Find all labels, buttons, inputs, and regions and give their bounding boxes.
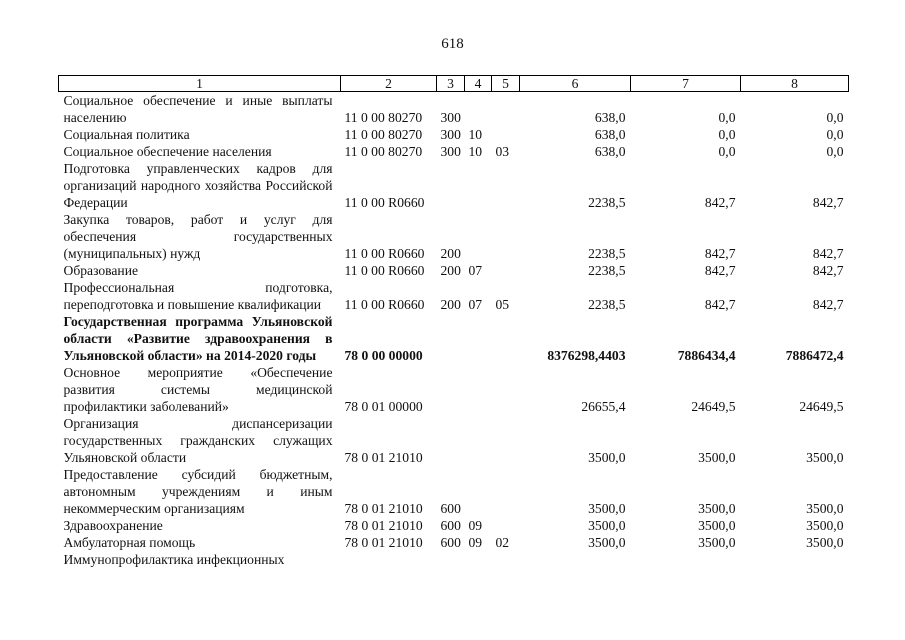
row-value-col8: 842,7 xyxy=(812,246,844,261)
row-subsection xyxy=(492,160,520,211)
row-subsection xyxy=(492,313,520,364)
row-name: Образование xyxy=(63,263,139,278)
table-row xyxy=(59,364,849,415)
row-value-col8: 842,7 xyxy=(812,195,844,210)
row-code: 11 0 00 R0660 xyxy=(344,297,425,312)
row-name: Подготовка управленческих кадров для организаций народного хозяйства Российской Федерации xyxy=(63,161,333,210)
row-name: Предоставление субсидий бюджетным, автономным учреждениям и иным некоммерческим организациям xyxy=(63,467,333,516)
row-code: 78 0 01 21010 xyxy=(344,518,423,533)
table-row xyxy=(59,211,849,262)
row-subsection xyxy=(492,211,520,262)
row-expense-type xyxy=(437,415,465,466)
row-section xyxy=(465,313,492,364)
row-subsection xyxy=(492,126,520,143)
row-value-col6: 26655,4 xyxy=(581,399,626,414)
header-cell: 6 xyxy=(520,76,631,92)
table-row xyxy=(59,126,849,143)
row-value-col6: 2238,5 xyxy=(588,246,626,261)
row-section xyxy=(465,160,492,211)
row-expense-type: 200 xyxy=(440,297,461,312)
row-code: 78 0 01 00000 xyxy=(344,399,423,414)
row-code: 11 0 00 R0660 xyxy=(344,246,425,261)
row-value-col8: 3500,0 xyxy=(806,518,844,533)
table-row xyxy=(59,534,849,551)
row-value-col7: 3500,0 xyxy=(698,518,736,533)
row-name: Государственная программа Ульяновской области «Развитие здравоохранения в Ульяновской области» на 2014-2020 годы xyxy=(63,314,333,363)
table-row xyxy=(59,92,849,127)
row-value-col8: 0,0 xyxy=(826,127,844,142)
row-name: Профессиональная подготовка, переподготовка и повышение квалификации xyxy=(63,280,333,312)
row-value-col8 xyxy=(741,551,849,568)
row-value-col8: 3500,0 xyxy=(806,450,844,465)
row-value-col7: 0,0 xyxy=(718,110,736,125)
header-cell: 5 xyxy=(492,76,520,92)
row-section xyxy=(465,551,492,568)
row-section xyxy=(465,92,492,127)
row-subsection xyxy=(492,466,520,517)
row-name: Социальное обеспечение населения xyxy=(63,144,272,159)
row-value-col6 xyxy=(520,551,631,568)
row-section: 07 xyxy=(468,297,483,312)
row-value-col7: 3500,0 xyxy=(698,501,736,516)
row-section: 09 xyxy=(468,535,483,550)
row-code: 11 0 00 80270 xyxy=(344,110,423,125)
row-subsection xyxy=(492,92,520,127)
row-value-col7: 24649,5 xyxy=(691,399,736,414)
row-name: Социальная политика xyxy=(63,127,190,142)
row-name: Здравоохранение xyxy=(63,518,163,533)
row-expense-type: 300 xyxy=(440,127,461,142)
table-row xyxy=(59,517,849,534)
row-expense-type: 300 xyxy=(440,110,461,125)
row-section xyxy=(465,364,492,415)
row-expense-type: 600 xyxy=(440,518,461,533)
table-row xyxy=(59,466,849,517)
row-value-col6: 2238,5 xyxy=(588,195,626,210)
row-name: Основное мероприятие «Обеспечение развития системы медицинской профилактики заболеваний» xyxy=(63,365,333,414)
header-cell: 7 xyxy=(631,76,741,92)
table-row xyxy=(59,551,849,568)
row-value-col6: 2238,5 xyxy=(588,263,626,278)
row-value-col8: 842,7 xyxy=(812,297,844,312)
row-subsection: 03 xyxy=(495,144,510,159)
row-code: 11 0 00 80270 xyxy=(344,127,423,142)
table-row xyxy=(59,160,849,211)
row-value-col6: 3500,0 xyxy=(588,518,626,533)
row-value-col6: 8376298,4403 xyxy=(547,348,626,363)
table-row xyxy=(59,415,849,466)
row-value-col7: 842,7 xyxy=(704,195,736,210)
row-value-col7: 842,7 xyxy=(704,263,736,278)
header-cell: 1 xyxy=(59,76,341,92)
row-expense-type: 600 xyxy=(440,535,461,550)
header-row xyxy=(59,76,849,92)
row-expense-type xyxy=(437,160,465,211)
row-value-col7: 0,0 xyxy=(718,144,736,159)
row-section: 09 xyxy=(468,518,483,533)
row-value-col7 xyxy=(631,551,741,568)
row-subsection xyxy=(492,262,520,279)
row-value-col8: 3500,0 xyxy=(806,501,844,516)
header-cell: 8 xyxy=(741,76,849,92)
header-cell: 2 xyxy=(341,76,437,92)
row-value-col7: 3500,0 xyxy=(698,450,736,465)
row-expense-type: 200 xyxy=(440,263,461,278)
row-value-col6: 638,0 xyxy=(594,127,626,142)
row-code: 11 0 00 80270 xyxy=(344,144,423,159)
page-number: 618 xyxy=(441,36,464,52)
row-value-col8: 0,0 xyxy=(826,144,844,159)
table-row xyxy=(59,143,849,160)
row-name: Иммунопрофилактика инфекционных xyxy=(63,552,285,567)
row-section xyxy=(465,415,492,466)
table-row xyxy=(59,313,849,364)
row-value-col7: 842,7 xyxy=(704,297,736,312)
row-code: 78 0 01 21010 xyxy=(344,450,423,465)
row-value-col8: 0,0 xyxy=(826,110,844,125)
row-value-col7: 7886434,4 xyxy=(677,348,736,363)
row-subsection: 02 xyxy=(495,535,510,550)
row-section: 10 xyxy=(468,144,483,159)
row-code: 11 0 00 R0660 xyxy=(344,263,425,278)
row-value-col6: 3500,0 xyxy=(588,450,626,465)
row-subsection xyxy=(492,364,520,415)
row-subsection: 05 xyxy=(495,297,510,312)
row-section xyxy=(465,211,492,262)
row-code: 78 0 01 21010 xyxy=(344,501,423,516)
row-subsection xyxy=(492,551,520,568)
row-code xyxy=(341,551,437,568)
row-subsection xyxy=(492,517,520,534)
row-value-col6: 3500,0 xyxy=(588,535,626,550)
row-value-col8: 842,7 xyxy=(812,263,844,278)
row-value-col7: 3500,0 xyxy=(698,535,736,550)
row-expense-type: 300 xyxy=(440,144,461,159)
row-expense-type xyxy=(437,551,465,568)
row-expense-type: 200 xyxy=(440,246,461,261)
row-name: Амбулаторная помощь xyxy=(63,535,196,550)
budget-table xyxy=(58,75,849,568)
row-name: Организация диспансеризации государственных гражданских служащих Ульяновской области xyxy=(63,416,333,465)
row-section: 10 xyxy=(468,127,483,142)
row-expense-type xyxy=(437,313,465,364)
row-value-col8: 3500,0 xyxy=(806,535,844,550)
table-row xyxy=(59,262,849,279)
row-value-col6: 3500,0 xyxy=(588,501,626,516)
row-name: Закупка товаров, работ и услуг для обеспечения государственных (муниципальных) нужд xyxy=(63,212,333,261)
row-value-col7: 0,0 xyxy=(718,127,736,142)
row-subsection xyxy=(492,415,520,466)
row-code: 78 0 01 21010 xyxy=(344,535,423,550)
row-value-col8: 24649,5 xyxy=(799,399,844,414)
table-row xyxy=(59,279,849,313)
row-value-col6: 2238,5 xyxy=(588,297,626,312)
header-cell: 3 xyxy=(437,76,465,92)
row-expense-type: 600 xyxy=(440,501,461,516)
header-cell: 4 xyxy=(465,76,492,92)
row-value-col8: 7886472,4 xyxy=(785,348,844,363)
row-expense-type xyxy=(437,364,465,415)
row-value-col6: 638,0 xyxy=(594,144,626,159)
row-value-col6: 638,0 xyxy=(594,110,626,125)
row-code: 78 0 00 00000 xyxy=(344,348,423,363)
row-section: 07 xyxy=(468,263,483,278)
row-code: 11 0 00 R0660 xyxy=(344,195,425,210)
row-value-col7: 842,7 xyxy=(704,246,736,261)
row-section xyxy=(465,466,492,517)
row-name: Социальное обеспечение и иные выплаты населению xyxy=(63,93,333,125)
